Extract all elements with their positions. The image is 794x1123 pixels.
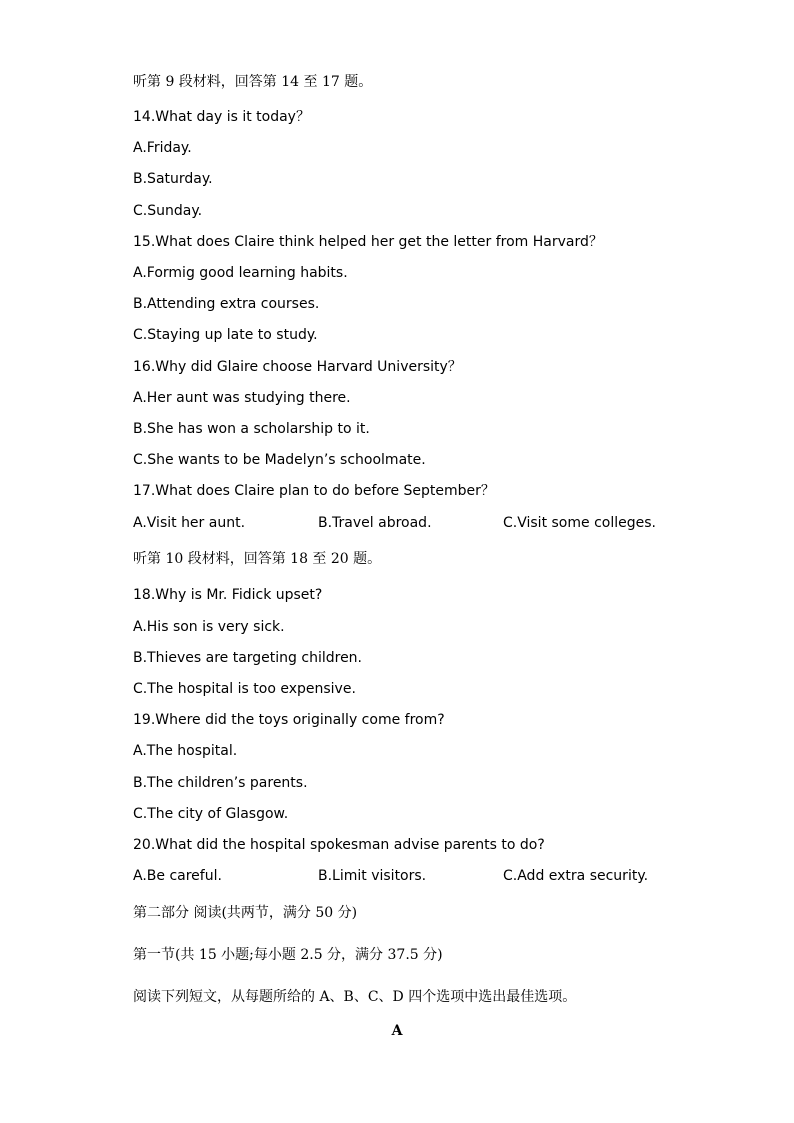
q16-option-a: A.Her aunt was studying there. (133, 390, 351, 406)
q18-option-b: B.Thieves are targeting children. (133, 650, 363, 666)
passage-label: A (391, 1023, 403, 1039)
section10-heading: 听第 10 段材料，回答第 18 至 20 题。 (133, 551, 382, 567)
question-18: 18.Why is Mr. Fidick upset? (133, 587, 323, 603)
question-14: 14.What day is it today？ (133, 109, 310, 125)
q17-option-a: A.Visit her aunt. (133, 515, 246, 531)
q14-option-b: B.Saturday. (133, 171, 213, 187)
q18-option-a: A.His son is very sick. (133, 619, 285, 635)
question-20: 20.What did the hospital spokesman advise parents to do? (133, 837, 545, 853)
q19-option-b: B.The children’s parents. (133, 775, 308, 791)
q18-option-c: C.The hospital is too expensive. (133, 681, 356, 697)
q20-option-b: B.Limit visitors. (318, 868, 427, 884)
reading-instruction: 阅读下列短文，从每题所给的 A、B、C、D 四个选项中选出最佳选项。 (133, 989, 577, 1005)
q20-option-c: C.Add extra security. (503, 868, 649, 884)
part2-heading: 第二部分 阅读(共两节，满分 50 分) (133, 905, 358, 921)
q16-option-b: B.She has won a scholarship to it. (133, 421, 370, 437)
section9-heading: 听第 9 段材料，回答第 14 至 17 题。 (133, 74, 373, 90)
question-19: 19.Where did the toys originally come from? (133, 712, 445, 728)
q17-option-c: C.Visit some colleges. (503, 515, 656, 531)
q15-option-a: A.Formig good learning habits. (133, 265, 348, 281)
question-15: 15.What does Claire think helped her get the letter from Harvard？ (133, 234, 603, 250)
q15-option-b: B.Attending extra courses. (133, 296, 320, 312)
question-17: 17.What does Claire plan to do before September？ (133, 483, 495, 499)
q20-option-a: A.Be careful. (133, 868, 222, 884)
q14-option-a: A.Friday. (133, 140, 192, 156)
q15-option-c: C.Staying up late to study. (133, 327, 318, 343)
question-16: 16.Why did Glaire choose Harvard University？ (133, 359, 462, 375)
q19-option-c: C.The city of Glasgow. (133, 806, 289, 822)
q17-option-b: B.Travel abroad. (318, 515, 432, 531)
q16-option-c: C.She wants to be Madelyn’s schoolmate. (133, 452, 426, 468)
q19-option-a: A.The hospital. (133, 743, 238, 759)
q14-option-c: C.Sunday. (133, 203, 203, 219)
part2-section1-heading: 第一节(共 15 小题;每小题 2.5 分，满分 37.5 分) (133, 947, 443, 963)
